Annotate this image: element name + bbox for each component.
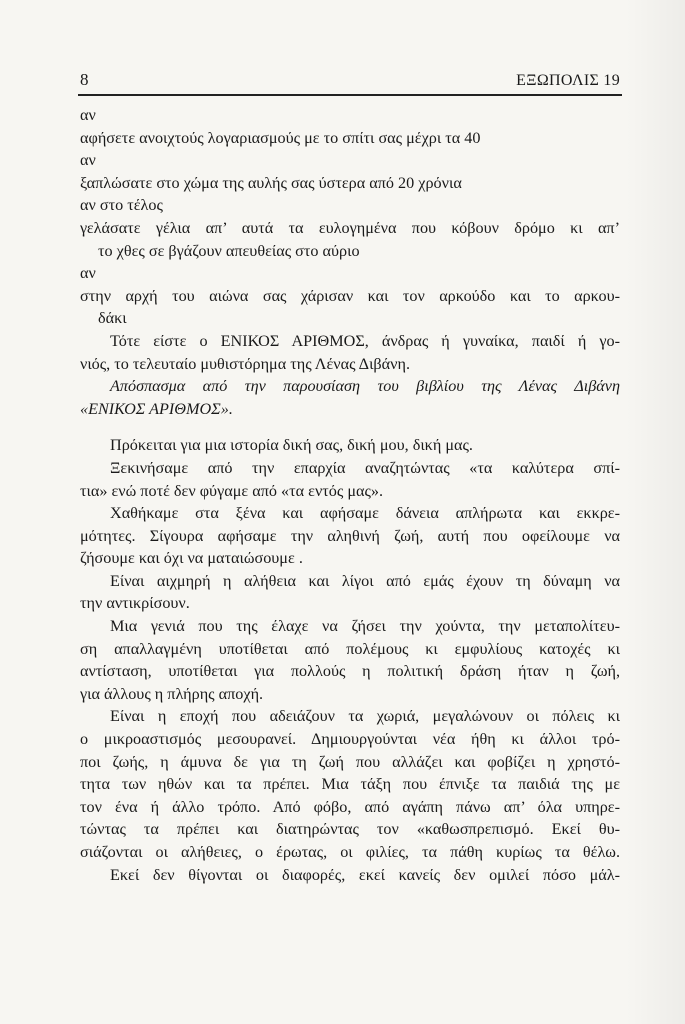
text-line: το χθες σε βγάζουν απευθείας στο αύριο [98,241,360,260]
text-line: Είναι αιχμηρή η αλήθεια και λίγοι από εμάς έχουν τη δύναμη να [110,571,620,590]
text-line: Είναι η εποχή που αδειάζουν τα χωριά, μεγαλώνουν οι πόλεις κι [110,707,620,726]
page-header [78,70,622,96]
page-number: 8 [80,70,89,89]
page-body [80,104,620,886]
text-line: σιάζονται οι αλήθειες, ο έρωτας, οι φιλίες, τα πάθη κυρίως τα θέλω. [80,843,620,861]
text-line: ζήσουμε και όχι να ματαιώσουμε . [80,549,303,568]
text-line: Τότε είστε ο ΕΝΙΚΟΣ ΑΡΙΘΜΟΣ, άνδρας ή γυναίκα, παιδί ή γο- [110,331,620,350]
text-line: ση απαλλαγμένη υποτίθεται από πολέμους κι εμφυλίους κατοχές κι [80,639,620,658]
text-line: για άλλους η πλήρης αποχή. [80,684,264,703]
text-line: την αντικρίσουν. [80,594,190,613]
text-line: τια» ενώ ποτέ δεν φύγαμε από «τα εντός μας». [80,481,384,500]
paragraph-gap [80,420,620,434]
text-line: Ξεκινήσαμε από την επαρχία αναζητώντας «τα καλύτερα σπί- [110,458,620,477]
text-line: αν στο τέλος [80,196,163,215]
text-line: Μια γενιά που της έλαχε να ζήσει την χούντα, την μεταπολίτευ- [110,617,620,636]
text-line: μότητες. Σίγουρα αφήσαμε την αληθινή ζωή, αυτή που οφείλουμε να [80,526,620,545]
text-line: «ΕΝΙΚΟΣ ΑΡΙΘΜΟΣ». [80,399,233,418]
text-line: Εκεί δεν θίγονται οι διαφορές, εκεί κανείς δεν ομιλεί πόσο μάλ- [110,865,620,884]
text-line: τώντας τα πρέπει και διατηρώντας τον «καθωσπρεπισμό. Εκεί θυ- [80,820,620,839]
text-line: τητα των ηθών και τα πρέπει. Μια τάξη που έπνιξε τα παιδιά της με [80,775,620,794]
running-title: ΕΞΩΠΟΛΙΣ 19 [516,72,620,89]
text-line: δάκι [98,309,127,328]
text-line: ποι ζωής, η άμυνα δε για τη ζωή που αλλάζει και φοβίζει η χρηστό- [80,752,620,771]
text-line: γελάσατε γέλια απ’ αυτά τα ευλογημένα που κόβουν δρόμο κι απ’ [80,218,620,237]
text-line: αντίσταση, υποτίθεται για πολλούς η πολιτική δράση ήταν η ζωή, [80,662,620,681]
text-line: αφήσετε ανοιχτούς λογαριασμούς με το σπίτι σας μέχρι τα 40 [80,128,481,147]
text-line: αν [80,106,96,124]
text-line: αν [80,151,96,170]
text-line: Απόσπασμα από την παρουσίαση του βιβλίου της Λένας Διβάνη [110,377,620,396]
text-line: στην αρχή του αιώνα σας χάρισαν και τον αρκούδο και το αρκου- [80,286,620,305]
text-line: ξαπλώσατε στο χώμα της αυλής σας ύστερα από 20 χρόνια [80,173,462,192]
text-line: αν [80,264,96,283]
text-line: ο μικροαστισμός μεσουρανεί. Δημιουργούνται νέα ήθη κι άλλοι τρό- [80,730,620,749]
text-line: Πρόκειται για μια ιστορία δική σας, δική μου, δική μας. [110,436,473,455]
text-line: νιός, το τελευταίο μυθιστόρημα της Λένας Διβάνη. [80,354,410,373]
page-edge-shadow [625,0,685,1024]
text-line: Χαθήκαμε στα ξένα και αφήσαμε δάνεια απλήρωτα και εκκρε- [110,504,620,523]
text-line: τον ένα ή άλλο τρόπο. Από φόβο, από αγάπη πάνω απ’ όλα υπηρε- [80,797,620,816]
